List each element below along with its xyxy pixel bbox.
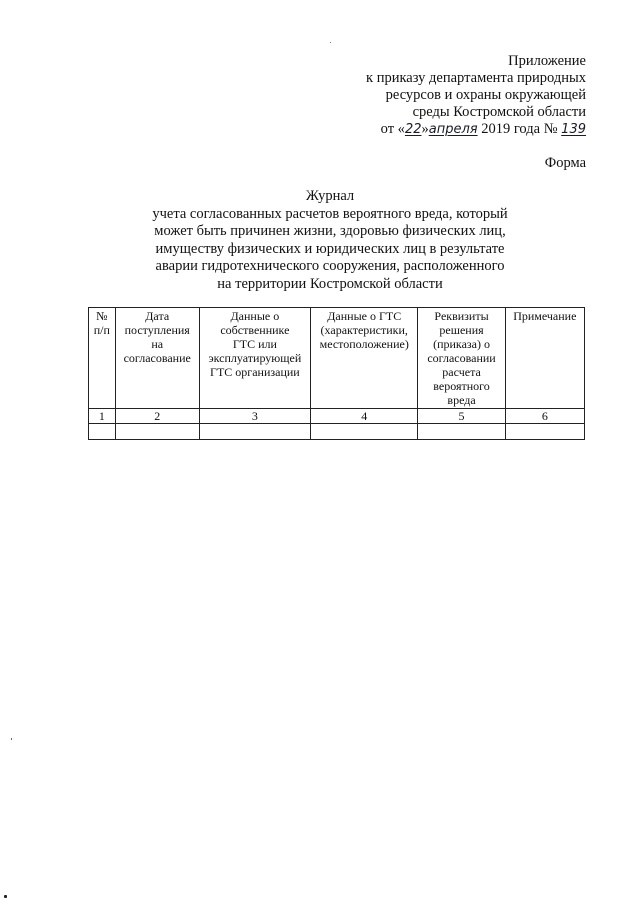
scan-speck: [11, 738, 12, 740]
appendix-line: ресурсов и охраны окружающей: [385, 87, 586, 103]
date-day-handwritten: 22: [404, 122, 422, 137]
header-line: ГТС организации: [210, 365, 300, 379]
empty-cell: [505, 424, 584, 440]
header-line: Данные о ГТС: [327, 309, 402, 323]
header-line: эксплуатирующей: [208, 351, 302, 365]
header-line: вероятного: [433, 379, 490, 393]
header-line: №: [96, 309, 108, 323]
header-cell-note: [505, 308, 584, 409]
appendix-line: Приложение: [508, 53, 586, 69]
header-line: расчета: [442, 365, 481, 379]
date-prefix: от «: [380, 121, 405, 137]
column-number-cell: 3: [199, 409, 310, 424]
appendix-line: к приказу департамента природных: [366, 70, 586, 86]
column-number-cell: 4: [311, 409, 418, 424]
date-mid: »: [421, 121, 429, 137]
date-year: 2019 года №: [481, 121, 558, 137]
header-line: Примечание: [513, 309, 577, 323]
header-cell-owner: [199, 308, 310, 409]
appendix-date-line: [366, 121, 586, 138]
header-cell-date: [115, 308, 199, 409]
header-line: согласование: [123, 351, 191, 365]
column-number-cell: 1: [89, 409, 116, 424]
header-line: согласовании: [427, 351, 496, 365]
date-month-handwritten: апреля: [428, 122, 478, 137]
journal-title: Журнал: [305, 188, 355, 204]
header-line: собственнике: [220, 323, 290, 337]
appendix-line: среды Костромской области: [412, 104, 586, 120]
journal-subtitle-line: на территории Костромской области: [217, 275, 443, 292]
header-line: местоположение): [319, 337, 409, 351]
header-line: (приказа) о: [433, 337, 490, 351]
header-cell-decision: [418, 308, 505, 409]
header-cell-gts-data: [311, 308, 418, 409]
form-label: Форма: [544, 155, 586, 171]
table-empty-row: [89, 424, 585, 440]
table-header-row: [89, 308, 585, 409]
scan-speck: [4, 895, 7, 898]
journal-subtitle-line: имуществу физических и юридических лиц в результате: [155, 240, 505, 257]
header-line: поступления: [124, 323, 190, 337]
column-number-cell: 5: [418, 409, 505, 424]
header-line: вреда: [447, 393, 476, 407]
header-line: Данные о: [230, 309, 280, 323]
journal-subtitle-line: учета согласованных расчетов вероятного вреда, который: [152, 205, 508, 222]
column-number-cell: 6: [505, 409, 584, 424]
header-line: на: [151, 337, 164, 351]
journal-subtitle-line: может быть причинен жизни, здоровью физических лиц,: [154, 223, 506, 239]
header-line: п/п: [93, 323, 110, 337]
journal-subtitle-line: аварии гидротехнического сооружения, расположенного: [155, 258, 505, 274]
header-line: Дата: [145, 309, 170, 323]
empty-cell: [418, 424, 505, 440]
header-line: (характеристики,: [320, 323, 408, 337]
header-line: Реквизиты: [434, 309, 489, 323]
empty-cell: [89, 424, 116, 440]
journal-heading: [120, 188, 540, 293]
empty-cell: [115, 424, 199, 440]
scan-speck: [330, 42, 331, 43]
column-number-cell: 2: [115, 409, 199, 424]
empty-cell: [199, 424, 310, 440]
header-cell-number: [89, 308, 116, 409]
table-number-row: [89, 409, 585, 424]
appendix-block: [366, 53, 586, 138]
journal-table: [88, 307, 585, 440]
order-number-handwritten: 139: [561, 122, 586, 137]
header-line: ГТС или: [232, 337, 277, 351]
header-line: решения: [439, 323, 484, 337]
empty-cell: [311, 424, 418, 440]
